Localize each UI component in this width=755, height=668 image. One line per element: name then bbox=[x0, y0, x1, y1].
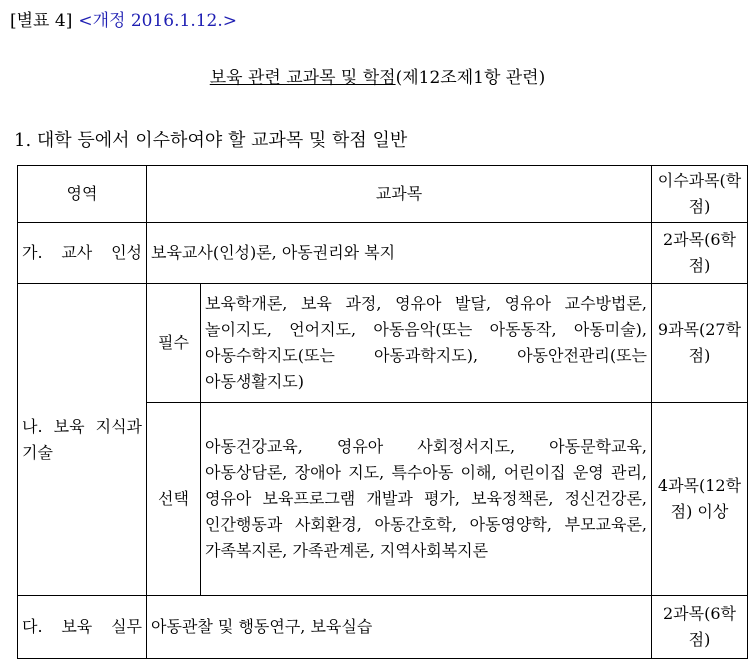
subcategory-cell: 선택 bbox=[147, 403, 201, 596]
header-count: 이수과목(학점) bbox=[652, 166, 748, 223]
course-cell: 아동건강교육, 영유아 사회정서지도, 아동문학교육, 아동상담론, 장애아 지도, 특수아동 이해, 어린이집 운영 관리, 영유아 보육프로그램 개발과 평가, 보육정책론, 정신건강론, 인간행동과 사회환경, 아동간호학, 아동영양학, 부모교육론, 가족복지론, 가족관계론, 지역사회복지론 bbox=[201, 403, 652, 596]
count-cell: 2과목(6학점) bbox=[652, 596, 748, 659]
table-row bbox=[18, 596, 748, 659]
header-area: 영역 bbox=[18, 166, 147, 223]
section-heading: 1. 대학 등에서 이수하여야 할 교과목 및 학점 일반 bbox=[14, 130, 408, 151]
count-cell: 4과목(12학점) 이상 bbox=[652, 403, 748, 596]
course-cell: 보육교사(인성)론, 아동권리와 복지 bbox=[147, 223, 652, 284]
course-cell: 보육학개론, 보육 과정, 영유아 발달, 영유아 교수방법론, 놀이지도, 언어지도, 아동음악(또는 아동동작, 아동미술), 아동수학지도(또는 아동과학지도), 아동안전관리(또는 아동생활지도) bbox=[201, 284, 652, 403]
table-row bbox=[18, 223, 748, 284]
title-main: 보육 관련 교과목 및 학점 bbox=[209, 68, 396, 88]
table-header-row bbox=[18, 166, 748, 223]
count-cell: 2과목(6학점) bbox=[652, 223, 748, 284]
table-row bbox=[18, 284, 748, 403]
annex-label: [별표 4] bbox=[10, 11, 73, 31]
course-table bbox=[17, 165, 748, 659]
document-title bbox=[0, 63, 755, 88]
revision-date: <개정 2016.1.12.> bbox=[78, 11, 238, 31]
title-suffix: (제12조제1항 관련) bbox=[395, 68, 546, 88]
annex-line bbox=[10, 6, 237, 31]
header-course: 교과목 bbox=[147, 166, 652, 223]
course-cell: 아동관찰 및 행동연구, 보육실습 bbox=[147, 596, 652, 659]
area-cell: 나. 보육 지식과 기술 bbox=[18, 284, 147, 596]
subcategory-cell: 필수 bbox=[147, 284, 201, 403]
area-cell: 다. 보육 실무 bbox=[18, 596, 147, 659]
count-cell: 9과목(27학점) bbox=[652, 284, 748, 403]
area-cell: 가. 교사 인성 bbox=[18, 223, 147, 284]
